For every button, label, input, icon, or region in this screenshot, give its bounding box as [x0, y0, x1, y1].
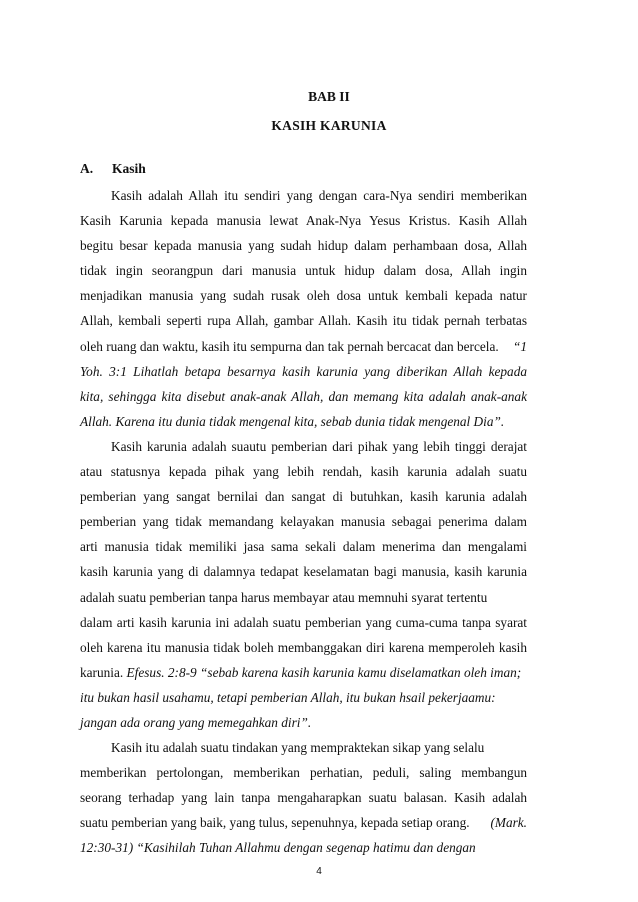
text-line: atau statusnya kepada pihak yang lebih rendah, kasih karunia adalah suatu	[80, 464, 527, 480]
text-line: pemberian yang tidak memandang kelayakan manusia sebagai penerima dalam	[80, 514, 527, 530]
text-segment: suatu pemberian yang baik, yang tulus, sepenuhnya, kepada setiap orang.	[80, 815, 470, 831]
text-line: Kasih karunia adalah suautu pemberian dari pihak yang lebih tinggi derajat	[111, 438, 527, 454]
section-title: Kasih	[112, 161, 146, 176]
text-line: seorang terhadap yang lain tanpa mengaharapkan suatu balasan. Kasih adalah	[80, 790, 527, 806]
text-line: 12:30-31) “Kasihilah Tuhan Allahmu dengan segenap hatimu dan dengan	[80, 840, 476, 856]
text-line: begitu besar kepada manusia yang sudah hidup dalam perhambaan dosa, Allah	[80, 238, 527, 254]
text-segment: “1	[512, 338, 527, 354]
text-line: itu bukan hasil usahamu, tetapi pemberian Allah, itu bukan hsail pekerjaamu:	[80, 689, 496, 705]
section-heading	[80, 160, 146, 178]
text-line: pemberian yang sangat bernilai dan sangat di butuhkan, kasih karunia adalah	[80, 489, 527, 505]
text-line: oleh karena itu manusia tidak boleh membanggakan diri karena memperoleh kasih	[80, 639, 527, 655]
text-line: Kasih Karunia kepada manusia lewat Anak-Nya Yesus Kristus. Kasih Allah	[80, 213, 527, 229]
text-line: memberikan pertolongan, memberikan perhatian, peduli, saling membangun	[80, 765, 527, 781]
text-line: Kasih adalah Allah itu sendiri yang dengan cara-Nya sendiri memberikan	[111, 188, 527, 203]
text-line: dalam arti kasih karunia ini adalah suatu pemberian yang cuma-cuma tanpa syarat	[80, 614, 527, 630]
chapter-number: BAB II	[308, 89, 350, 104]
text-line: Yoh. 3:1 Lihatlah betapa besarnya kasih karunia yang diberikan Allah kepada	[80, 363, 527, 379]
text-line: menjadikan manusia yang sudah rusak oleh dosa untuk kembali kepada natur	[80, 288, 527, 304]
text-line: kita, sehingga kita disebut anak-anak Allah, dan memang kita adalah anak-anak	[80, 388, 527, 404]
body-text	[80, 183, 527, 861]
text-line: Allah, kembali seperti rupa Allah, gambar Allah. Kasih itu tidak pernah terbatas	[80, 313, 527, 329]
text-line: jangan ada orang yang memegahkan diri”.	[80, 714, 312, 730]
text-segment: Efesus. 2:8-9 “sebab karena kasih karunia kamu diselamatkan oleh iman;	[126, 664, 522, 680]
text-line: Allah. Karena itu dunia tidak mengenal kita, sebab dunia tidak mengenal Dia”.	[80, 413, 505, 429]
text-segment: karunia.	[80, 664, 124, 680]
chapter-title: KASIH KARUNIA	[271, 118, 387, 133]
text-line: arti manusia tidak memiliki jasa sama sekali dalam menerima dan mengalami	[80, 539, 527, 555]
text-line: tidak ingin seorangpun dari manusia untuk hidup dalam dosa, Allah ingin	[80, 263, 527, 279]
text-line: Kasih itu adalah suatu tindakan yang mempraktekan sikap yang selalu	[111, 740, 485, 756]
text-segment: (Mark.	[490, 815, 527, 831]
section-letter: A.	[80, 161, 94, 176]
text-line	[80, 334, 527, 359]
text-line	[80, 660, 527, 685]
text-line: adalah suatu pemberian tanpa harus membayar atau memnuhi syarat tertentu	[80, 589, 488, 605]
page-number: 4	[316, 866, 322, 877]
text-line	[80, 810, 527, 835]
text-line: kasih karunia yang di dalamnya tedapat keselamatan bagi manusia, kasih karunia	[80, 564, 527, 580]
text-segment: oleh ruang dan waktu, kasih itu sempurna dan tak pernah bercacat dan bercela.	[80, 338, 499, 354]
